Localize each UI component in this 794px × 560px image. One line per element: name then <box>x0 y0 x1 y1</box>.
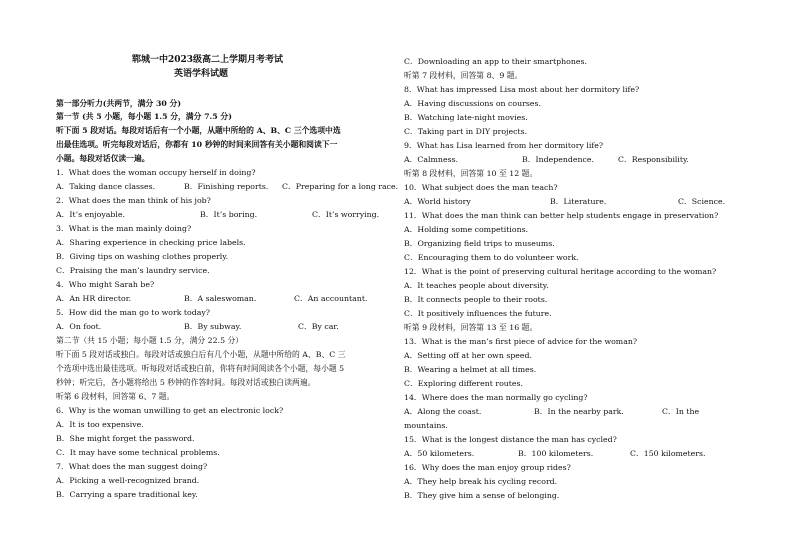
question-line: 4．Who might Sarah be? <box>56 280 155 289</box>
option: A．Taking dance classes. <box>56 182 156 191</box>
question-line: 15．What is the longest distance the man has cycled? <box>404 435 617 444</box>
section2-heading: 第二节（共 15 小题；每小题 1.5 分，满分 22.5 分） <box>56 336 244 345</box>
exam-title: 郓城一中2023级高二上学期月考考试 <box>132 55 284 65</box>
exam-subtitle: 英语学科试题 <box>174 69 229 79</box>
option-line: B．She might forget the password. <box>56 434 195 443</box>
option: A．50 kilometers. <box>404 449 475 458</box>
option: C．Science. <box>678 197 726 206</box>
option: C．In the <box>662 407 700 416</box>
question-line: 3．What is the man mainly doing? <box>56 224 192 233</box>
question-line: 11．What does the man think can better help students engage in preservation? <box>404 211 719 220</box>
option-line: C．Encouraging them to do volunteer work. <box>404 253 579 262</box>
option-line: B．They give him a sense of belonging. <box>404 491 560 500</box>
option: B．Finishing reports. <box>184 182 269 191</box>
option: C．An accountant. <box>294 294 368 303</box>
option-line: C．It may have some technical problems. <box>56 448 220 457</box>
question-line: 2．What does the man think of his job? <box>56 196 211 205</box>
option-line: A．Setting off at her own speed. <box>404 351 533 360</box>
option: C．Preparing for a long race. <box>282 182 399 191</box>
option-line: A．It teaches people about diversity. <box>404 281 549 290</box>
option: A．Calmness. <box>404 155 459 164</box>
section2-instruction-line: 秒钟；听完后，各小题将给出 5 秒钟的作答时间。每段对话或独白读两遍。 <box>56 378 316 387</box>
option-line: B．Carrying a spare traditional key. <box>56 490 198 499</box>
question-line: 7．What does the man suggest doing? <box>56 462 208 471</box>
part1-heading: 第一部分听力(共两节，满分 30 分) <box>56 99 182 108</box>
option-line: C．Taking part in DIY projects. <box>404 127 528 136</box>
question-line: 6．Why is the woman unwilling to get an electronic lock? <box>56 406 284 415</box>
question-line: 13．What is the man’s first piece of advice for the woman? <box>404 337 638 346</box>
option-line: A．It is too expensive. <box>56 420 144 429</box>
passage-instruction: 听第 8 段材料，回答第 10 至 12 题。 <box>404 169 538 178</box>
section1-heading: 第一节 (共 5 小题，每小题 1.5 分，满分 7.5 分) <box>56 112 232 121</box>
option-line: A．They help break his cycling record. <box>404 477 558 486</box>
question-line: 16．Why does the man enjoy group rides? <box>404 463 571 472</box>
section1-instruction-line: 出最佳选项。听完每段对话后，你都有 10 秒钟的时间来回答有关小题和阅读下一 <box>56 140 338 149</box>
option: C．150 kilometers. <box>630 449 706 458</box>
option-line: A．Sharing experience in checking price labels. <box>56 238 246 247</box>
option: A．On foot. <box>56 322 102 331</box>
question-line: 1．What does the woman occupy herself in doing? <box>56 168 256 177</box>
option: C．Responsibility. <box>618 155 689 164</box>
question-line: 12．What is the point of preserving cultural heritage according to the woman? <box>404 267 717 276</box>
option: B．In the nearby park. <box>534 407 624 416</box>
option: B．100 kilometers. <box>518 449 594 458</box>
passage-instruction: 听第 7 段材料，回答第 8、9 题。 <box>404 71 523 80</box>
option-line: B．Wearing a helmet at all times. <box>404 365 537 374</box>
option-line: B．It connects people to their roots. <box>404 295 548 304</box>
section1-instruction-line: 听下面 5 段对话。每段对话后有一个小题，从题中所给的 A、B、C 三个选项中选 <box>56 126 341 135</box>
passage-instruction: 听第 9 段材料，回答第 13 至 16 题。 <box>404 323 538 332</box>
question-line: 8．What has impressed Lisa most about her dormitory life? <box>404 85 640 94</box>
option: B．Independence. <box>522 155 594 164</box>
option: C．By car. <box>298 322 339 331</box>
question-line: 10．What subject does the man teach? <box>404 183 558 192</box>
option-line: B．Watching late-night movies. <box>404 113 528 122</box>
option-line: B．Organizing field trips to museums. <box>404 239 555 248</box>
option: B．A saleswoman. <box>184 294 257 303</box>
question-line: 9．What has Lisa learned from her dormitory life? <box>404 141 604 150</box>
section1-instruction-line: 小题。每段对话仅读一遍。 <box>56 154 150 163</box>
option-line: C．Exploring different routes. <box>404 379 524 388</box>
option-line: A．Having discussions on courses. <box>404 99 541 108</box>
option: B．Literature. <box>550 197 607 206</box>
option-line: A．Holding some competitions. <box>404 225 529 234</box>
option-line: C．Praising the man’s laundry service. <box>56 266 210 275</box>
passage-instruction: 听第 6 段材料，回答第 6、7 题。 <box>56 392 175 401</box>
section2-instruction-line: 个选项中选出最佳选项。听每段对话或独白前，你将有时间阅读各个小题，每小题 5 <box>56 364 345 373</box>
option-line: C．Downloading an app to their smartphones. <box>404 57 587 66</box>
option: A．An HR director. <box>56 294 132 303</box>
option-continuation: mountains. <box>404 421 448 430</box>
option-line: B．Giving tips on washing clothes properly. <box>56 252 229 261</box>
option: B．By subway. <box>184 322 242 331</box>
option-line: C．It positively influences the future. <box>404 309 552 318</box>
option: B．It’s boring. <box>200 210 258 219</box>
option: A．World history <box>404 197 471 206</box>
option: A．Along the coast. <box>404 407 482 416</box>
question-line: 5．How did the man go to work today? <box>56 308 210 317</box>
option: A．It’s enjoyable. <box>56 210 125 219</box>
option: C．It’s worrying. <box>312 210 380 219</box>
option-line: A．Picking a well-recognized brand. <box>56 476 200 485</box>
section2-instruction-line: 听下面 5 段对话或独白。每段对话或独白后有几个小题，从题中所给的 A、B、C 三 <box>56 350 346 359</box>
question-line: 14．Where does the man normally go cycling? <box>404 393 588 402</box>
